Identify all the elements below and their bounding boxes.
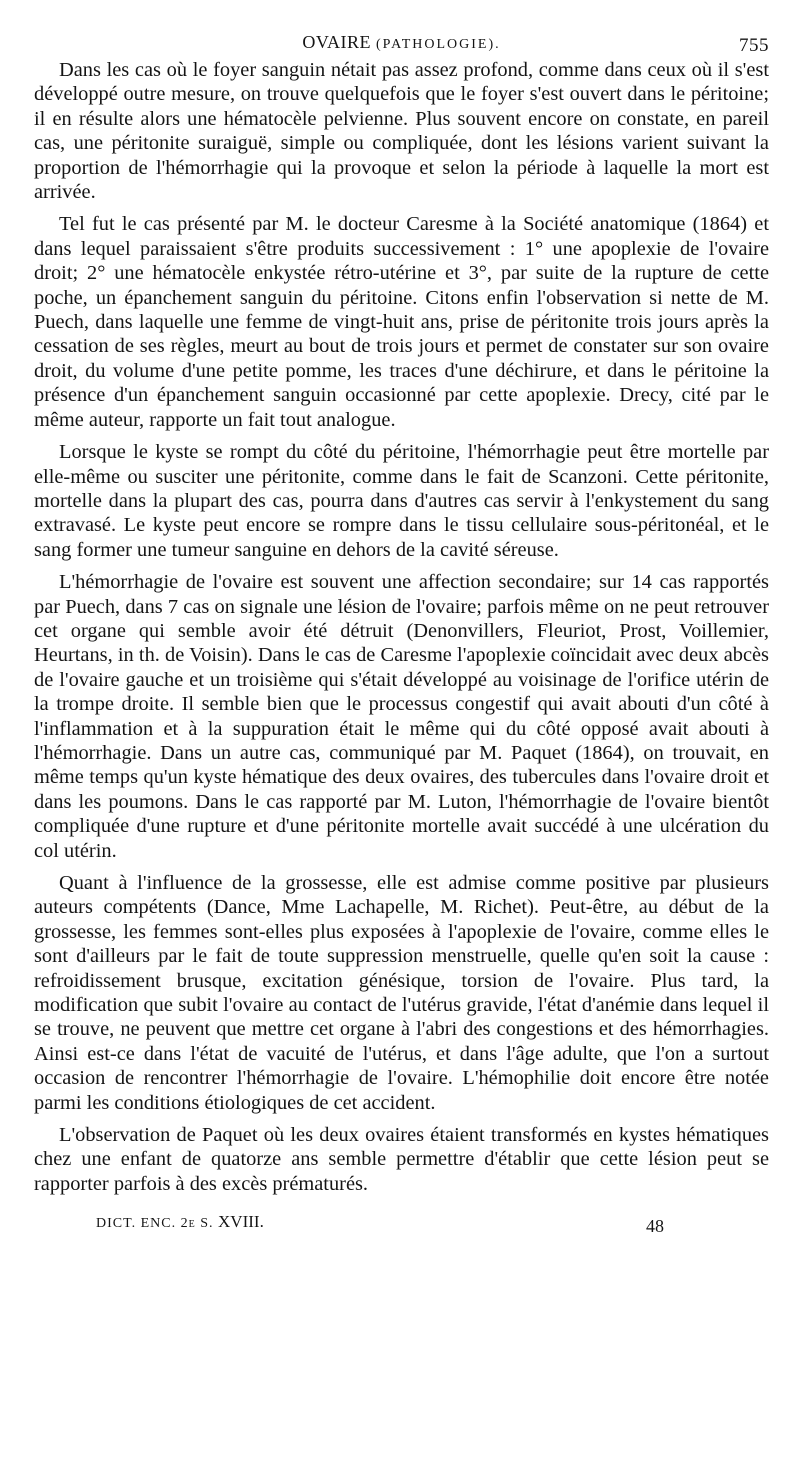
paragraph: L'observation de Paquet où les deux ovaires étaient transformés en kystes hématiques chez une enfant de quatorze ans semble permettre d'établir que cette lésion peut se rapporter parfois à des excès prématurés. xyxy=(34,1124,769,1195)
paragraph: Dans les cas où le foyer sanguin nétait pas assez profond, comme dans ceux où il s'est développé outre mesure, on trouve quelquefois que le foyer s'est ouvert dans le péritoine; il en résulte alors une hématocèle pelvienne. Plus souvent encore on constate, en pareil cas, une péritonite suraiguë, simple ou compliquée, dont les lésions varient suivant la proportion de l'hémorrhagie qui la provoque et selon la période à laquelle la mort est arrivée. xyxy=(34,59,769,204)
paragraph: Lorsque le kyste se rompt du côté du péritoine, l'hémorrhagie peut être mortelle par elle-même ou susciter une péritonite, comme dans le fait de Scanzoni. Cette péritonite, mortelle dans la plupart des cas, pourra dans d'autres cas servir à l'enkystement du sang extravasé. Le kyste peut encore se rompre dans le tissu cellulaire sous-péritonéal, et le sang former une tumeur sanguine en dehors de la cavité séreuse. xyxy=(34,441,769,561)
running-header xyxy=(34,18,769,58)
printer-signature xyxy=(96,1212,264,1232)
sheet-number: 48 xyxy=(646,1216,664,1237)
paragraph: L'hémorrhagie de l'ovaire est souvent une affection secondaire; sur 14 cas rapportés par Puech, dans 7 cas on signale une lésion de l'ovaire; parfois même on ne peut retrouver cet organe qui semble avoir été détruit (Denonvillers, Fleuriot, Prost, Voillemier, Heurtans, in th. de Voisin). Dans le cas de Caresme l'apoplexie coïncidait avec deux abcès de l'ovaire gauche et un troisième qui s'était développé au voisinage de l'orifice utérin de la trompe droite. Il semble bien que le processus congestif qui avait abouti d'un côté à l'inflammation et à la suppuration était le même qui du côté opposé avait abouti à l'hémorrhagie. Dans un autre cas, communiqué par M. Paquet (1864), on trouvait, en même temps qu'un kyste hématique des deux ovaires, des tubercules dans l'ovaire droit et dans les poumons. Dans le cas rapporté par M. Luton, l'hémorrhagie de l'ovaire bientôt compliquée d'une rupture et d'une péritonite mortelle avait succédé à une ulcération du col utérin. xyxy=(34,571,769,862)
header-title: OVAIRE xyxy=(302,32,371,52)
paragraph: Quant à l'influence de la grossesse, elle est admise comme positive par plusieurs auteurs compétents (Dance, Mme Lachapelle, M. Richet). Peut-être, au début de la grossesse, les femmes sont-elles plus exposées à l'apoplexie de l'ovaire, comme elles le sont d'ailleurs par le fait de toute suppression menstruelle, quelle qu'en soit la cause : refroidissement brusque, excitation génésique, torsion de l'ovaire. Plus tard, la modification que subit l'ovaire au contact de l'utérus gravide, l'état d'anémie dans lequel il se trouve, ne peuvent que mettre cet organe à l'abri des congestions et des hémorrhagies. Ainsi est-ce dans l'état de vacuité de l'utérus, et dans l'âge adulte, que l'on a surtout occasion de rencontrer l'hémorrhagie de l'ovaire. L'hémophilie doit encore être notée parmi les conditions étiologiques de cet accident. xyxy=(34,872,769,1114)
volume-number: XVIII. xyxy=(218,1212,264,1232)
article-body xyxy=(34,58,769,1196)
paragraph: Tel fut le cas présenté par M. le docteur Caresme à la Société anatomique (1864) et dans lequel paraissaient s'être produits successivement : 1° une apoplexie de l'ovaire droit; 2° une hématocèle enkystée rétro-utérine et 3°, par suite de la rupture de cette poche, un épanchement sanguin du péritoine. Citons enfin l'observation si nette de M. Puech, dans laquelle une femme de vingt-huit ans, prise de péritonite trois jours après la cessation de ses règles, meurt au bout de trois jours et permet de constater sur son ovaire droit, du volume d'une petite pomme, les traces d'une déchirure, et dans le péritoine la présence d'un épanchement sanguin occasionné par cette apoplexie. Drecy, cité par le même auteur, rapporte un fait tout analogue. xyxy=(34,213,769,431)
signature-text: DICT. ENC. 2e S. xyxy=(96,1216,214,1232)
running-title xyxy=(34,32,769,53)
page-number: 755 xyxy=(739,35,769,56)
page-footer xyxy=(34,1204,769,1237)
header-subtitle: (PATHOLOGIE). xyxy=(376,37,501,52)
page xyxy=(34,18,769,1237)
